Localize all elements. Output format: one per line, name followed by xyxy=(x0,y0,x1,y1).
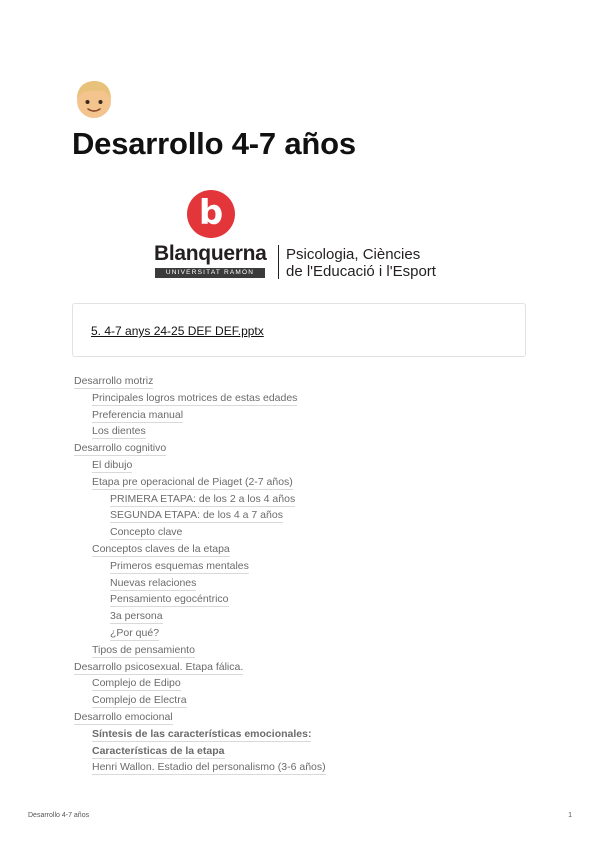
toc-item-label: Desarrollo psicosexual. Etapa fálica. xyxy=(74,660,244,673)
toc-item-label: Síntesis de las características emocionales: xyxy=(92,727,312,740)
toc-item[interactable] xyxy=(74,576,326,593)
table-of-contents xyxy=(74,374,326,777)
toc-item[interactable] xyxy=(74,744,326,761)
toc-item-label: SEGUNDA ETAPA: de los 4 a 7 años xyxy=(110,509,283,522)
toc-item-label: 3a persona xyxy=(110,610,163,623)
page-title: Desarrollo 4-7 años xyxy=(72,126,356,161)
toc-item-label: Los dientes xyxy=(92,425,146,438)
logo-subtitle: UNIVERSITAT RAMON LLULL xyxy=(155,268,265,278)
logo-brand: Blanquerna xyxy=(154,242,267,265)
toc-item[interactable] xyxy=(74,408,326,425)
toc-item[interactable] xyxy=(74,592,326,609)
child-face-icon xyxy=(72,78,116,122)
toc-item[interactable] xyxy=(74,710,326,727)
toc-item-label: Complejo de Edipo xyxy=(92,677,181,690)
file-attachment-block xyxy=(72,303,526,357)
toc-item[interactable] xyxy=(74,760,326,777)
footer-page-number: 1 xyxy=(568,812,572,819)
logo-mark: b xyxy=(187,190,235,238)
toc-item[interactable] xyxy=(74,727,326,744)
toc-item[interactable] xyxy=(74,676,326,693)
toc-item-label: Desarrollo emocional xyxy=(74,710,173,723)
toc-item-label: Desarrollo motriz xyxy=(74,375,154,387)
toc-item[interactable] xyxy=(74,475,326,492)
toc-item[interactable] xyxy=(74,559,326,576)
toc-item[interactable] xyxy=(74,441,326,458)
toc-item[interactable] xyxy=(74,643,326,660)
blanquerna-logo xyxy=(150,188,460,284)
logo-faculty-line1: Psicologia, Ciències xyxy=(286,246,421,263)
toc-item-label: Pensamiento egocéntrico xyxy=(110,593,229,606)
attachment-link[interactable]: 5. 4-7 anys 24-25 DEF DEF.pptx xyxy=(91,324,264,338)
toc-item-label: Preferencia manual xyxy=(92,408,184,421)
toc-item-label: ¿Por qué? xyxy=(110,626,160,639)
toc-item-label: Primeros esquemas mentales xyxy=(110,559,249,572)
toc-item-label: PRIMERA ETAPA: de los 2 a los 4 años xyxy=(110,492,296,505)
toc-item-label: Etapa pre operacional de Piaget (2-7 años) xyxy=(92,475,293,488)
toc-item-label: Complejo de Electra xyxy=(92,694,187,707)
toc-item-label: Características de la etapa xyxy=(92,744,225,757)
toc-item[interactable] xyxy=(74,609,326,626)
toc-item-label: Desarrollo cognitivo xyxy=(74,442,167,455)
toc-item-label: Tipos de pensamiento xyxy=(92,643,195,656)
toc-item[interactable] xyxy=(74,458,326,475)
logo-faculty xyxy=(286,246,436,280)
toc-item[interactable] xyxy=(74,508,326,525)
toc-item-label: Principales logros motrices de estas edades xyxy=(92,391,298,404)
toc-item-label: Nuevas relaciones xyxy=(110,576,197,589)
toc-item[interactable] xyxy=(74,542,326,559)
toc-item[interactable] xyxy=(74,374,326,391)
toc-item-label: Conceptos claves de la etapa xyxy=(92,542,230,555)
toc-item[interactable] xyxy=(74,492,326,509)
toc-item[interactable] xyxy=(74,693,326,710)
toc-item-label: El dibujo xyxy=(92,458,133,471)
logo-faculty-line2: de l'Educació i l'Esport xyxy=(286,263,436,280)
toc-item[interactable] xyxy=(74,626,326,643)
toc-item[interactable] xyxy=(74,424,326,441)
toc-item[interactable] xyxy=(74,660,326,677)
toc-item[interactable] xyxy=(74,525,326,542)
logo-divider xyxy=(278,245,279,279)
footer-title: Desarrollo 4-7 años xyxy=(28,812,90,819)
toc-item-label: Henri Wallon. Estadio del personalismo (3-6 años) xyxy=(92,761,326,774)
toc-item[interactable] xyxy=(74,391,326,408)
toc-item-label: Concepto clave xyxy=(110,526,183,539)
